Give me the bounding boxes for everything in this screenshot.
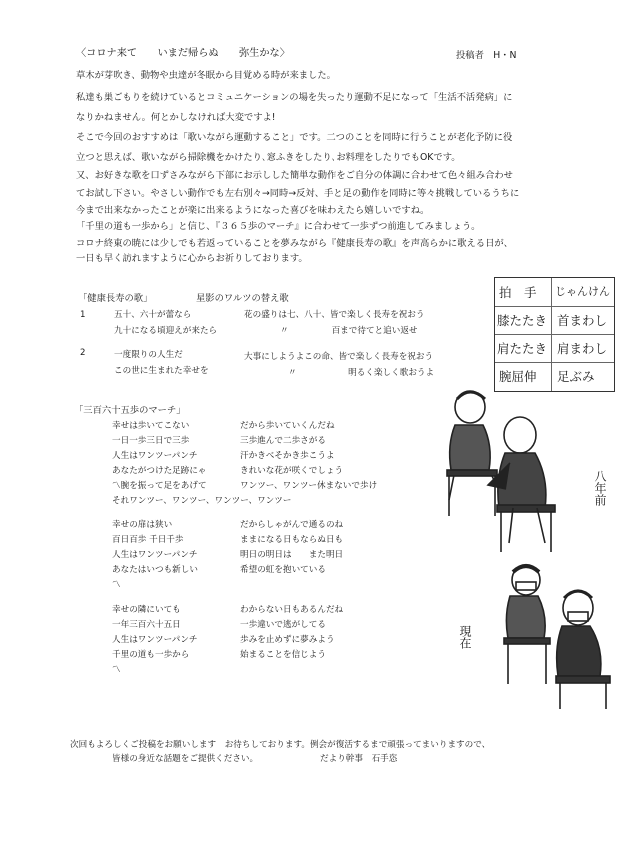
exercise-grid xyxy=(494,277,615,392)
footer-signature: だより幹事 石手恣 xyxy=(320,754,398,764)
lyric-line: だから歩いていくんだね xyxy=(240,421,335,431)
lyric-line: 〃 百まで待てと追い返せ xyxy=(280,326,418,336)
lyric-line: 希望の虹を抱いている xyxy=(240,565,326,575)
exercise-item: 首まわし xyxy=(557,313,608,328)
lyric-line: この世に生まれた幸せを xyxy=(114,366,209,376)
haiku-title: 〈コロナ来て いまだ帰らぬ 弥生かな〉 xyxy=(76,48,290,59)
exercise-item: 足ぶみ xyxy=(557,369,595,384)
lyric-line: 人生はワンツーパンチ xyxy=(112,635,198,645)
lyric-line: それワンツー、ワンツー、ワンツー、ワンツー xyxy=(112,496,292,506)
lyric-line: 〽 xyxy=(112,665,121,675)
intro-line: 一日も早く訪れますように心からお祈りしております。 xyxy=(76,253,308,264)
note-now-text: 現在 xyxy=(458,625,472,649)
lyric-line: 百日百歩 千日千歩 xyxy=(112,535,184,545)
exercise-row xyxy=(495,278,614,307)
intro-line: てお試し下さい。やさしい動作でも左右別々→同時→反対、手と足の動作を同時に等々挑戦しているうちに xyxy=(76,188,520,199)
lyric-line: 大事にしようよこの命、皆で楽しく長寿を祝おう xyxy=(244,352,434,362)
lyric-line: わからない日もあるんだね xyxy=(240,605,344,615)
lyric-line: だからしゃがんで通るのね xyxy=(240,520,344,530)
lyric-line: 〃 明るく楽しく歌おうよ xyxy=(288,368,435,378)
lyric-line: 一年三百六十五日 xyxy=(112,620,181,630)
intro-line: 今まで出来なかったことが楽に出来るようになった喜びを味わえたら嬉しいですね。 xyxy=(76,205,430,216)
lyric-line: 三歩進んで二歩さがる xyxy=(240,436,326,446)
footer-line-2: 皆様の身近な話題をご提供ください。 xyxy=(112,754,259,764)
exercise-row xyxy=(495,334,614,363)
lyric-line: 一度限りの人生だ xyxy=(114,350,183,360)
note-now xyxy=(457,625,471,653)
exercise-item: 拍 手 xyxy=(499,285,537,300)
exercise-item: 肩まわし xyxy=(557,341,608,356)
illustration-seated-elders-now xyxy=(488,560,613,710)
verse-number: 1 xyxy=(80,310,86,320)
song2-title: 「三百六十五歩のマーチ」 xyxy=(74,405,186,416)
intro-line: そこで今回のおすすめは「歌いながら運動すること」です。二つのことを同時に行うことが老化予防に役 xyxy=(76,132,513,143)
lyric-line: 汗かきべそかき歩こうよ xyxy=(240,451,335,461)
illustration-seated-elders-past xyxy=(425,385,575,555)
exercise-item: 肩たたき xyxy=(497,341,548,356)
lyric-line: 幸せの扉は狭い xyxy=(112,520,173,530)
song1-title: 「健康長寿の歌」 xyxy=(78,293,153,304)
lyric-line: きれいな花が咲くでしょう xyxy=(240,466,344,476)
intro-line: 立つと思えば、歌いながら掃除機をかけたり､窓ふきをしたり､お料理をしたりでもOKです。 xyxy=(76,152,461,163)
note-eight-years-ago xyxy=(592,470,606,510)
lyric-line: ままになる日もならぬ日も xyxy=(240,535,344,545)
lyric-line: あなたがつけた足跡にゃ xyxy=(112,466,207,476)
lyric-line: 幸せは歩いてこない xyxy=(112,421,190,431)
lyric-line: 人生はワンツーパンチ xyxy=(112,451,198,461)
intro-line: 私達も巣ごもりを続けているとコミュニケーションの場を失ったり運動不足になって「生活不活発病」に xyxy=(76,92,513,103)
exercise-item: 膝たたき xyxy=(497,313,548,328)
lyric-line: 幸せの隣にいても xyxy=(112,605,181,615)
lyric-line: 始まることを信じよう xyxy=(240,650,326,660)
lyric-line: 一歩違いで逃がしてる xyxy=(240,620,326,630)
lyric-line: 花の盛りは七、八十、皆で楽しく長寿を祝おう xyxy=(244,310,425,320)
song1-subtitle: 星影のワルツの替え歌 xyxy=(196,293,289,304)
lyric-line: 五十、六十が蕾なら xyxy=(114,310,192,320)
verse-number: 2 xyxy=(80,348,86,358)
intro-line: なりかねません。何とかしなければ大変ですよ! xyxy=(76,112,276,123)
intro-line: 草木が芽吹き、動物や虫達が冬眠から目覚める時が来ました。 xyxy=(76,70,336,81)
lyric-line: 人生はワンツーパンチ xyxy=(112,550,198,560)
exercise-item: 腕屈伸 xyxy=(499,369,537,384)
lyric-line: ワンツー、ワンツー休まないで歩け xyxy=(240,481,378,491)
intro-line: 又、お好きな歌を口ずさみながら下部にお示しした簡単な動作をご自分の体調に合わせて色々組み合わせ xyxy=(76,170,513,181)
intro-line: コロナ終東の暁には少しでも若返っていることを夢みながら『健康長寿の歌』を声高らかに歌える日が、 xyxy=(76,238,513,249)
lyric-line: 明日の明日は また明日 xyxy=(240,550,344,560)
author-credit: 投稿者 H・N xyxy=(456,50,517,61)
lyric-line: 歩みを止めずに夢みよう xyxy=(240,635,335,645)
note-eight-years-ago-text: 八年前 xyxy=(593,470,607,506)
lyric-line: あなたはいつも新しい xyxy=(112,565,198,575)
lyric-line: 一日一歩三日で三歩 xyxy=(112,436,190,446)
exercise-row xyxy=(495,306,614,335)
lyric-line: 〽腕を振って足をあげて xyxy=(112,481,207,491)
exercise-item: じゃんけん xyxy=(555,285,610,298)
lyric-line: 千里の道も一歩から xyxy=(112,650,190,660)
footer-line-1: 次回もよろしくご投稿をお願いします お待ちしております。例会が復活するまで頑張ってまいりますので、 xyxy=(70,740,491,750)
lyric-line: 九十になる頃迎えが来たら xyxy=(114,326,218,336)
lyric-line: 〽 xyxy=(112,580,121,590)
intro-line: 「千里の道も一歩から」と信じ、『３６５歩のマーチ』に合わせて一歩ずつ前進してみましょう。 xyxy=(76,221,481,232)
